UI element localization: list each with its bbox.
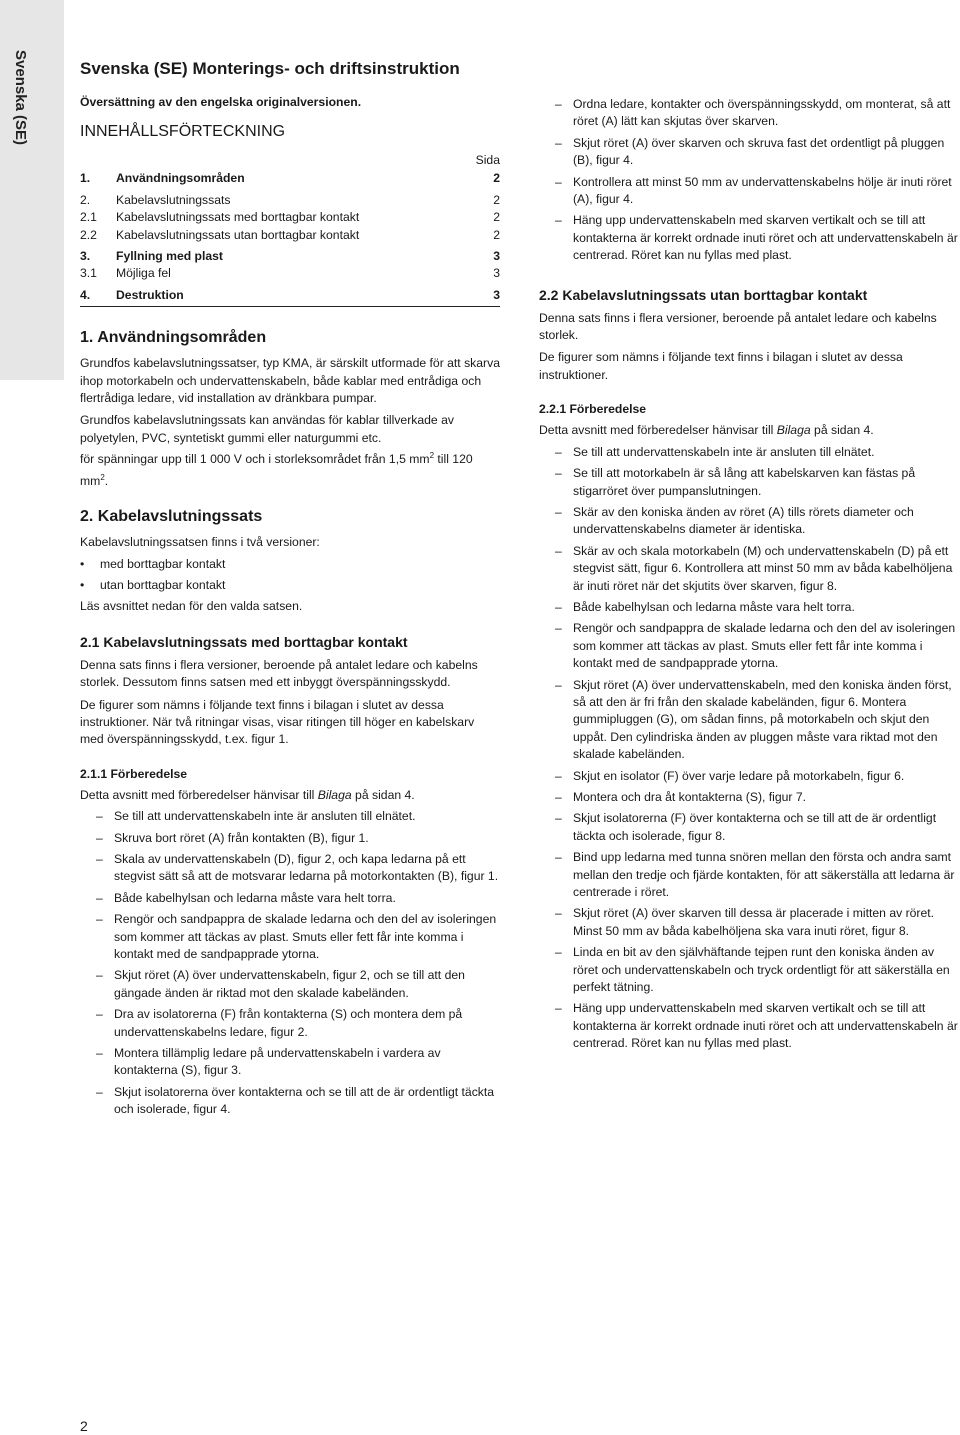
toc-row-label: Användningsområden — [116, 171, 245, 186]
preparation-reference: Detta avsnitt med förberedelser hänvisar till Bilaga på sidan 4. — [80, 787, 415, 802]
left-column — [80, 94, 500, 1123]
toc-page-column-header: Sida — [475, 153, 500, 168]
list-item: • utan borttagbar kontakt — [80, 577, 500, 594]
section-2-1-paragraph: Denna sats finns i flera versioner, beroende på antalet ledare och kabelns storlek. Dessutom finns satsen med ett inbyggt överspänningsskydd. — [80, 657, 478, 690]
toc-row-label: Destruktion — [116, 287, 184, 302]
steps-list — [80, 808, 500, 1119]
header-title: Monterings- och driftsinstruktion — [187, 59, 460, 78]
toc-row-page: 2 — [493, 210, 500, 225]
toc-row-number: 3. — [80, 248, 91, 263]
section-1-heading: 1. Användningsområden — [80, 329, 267, 347]
step-item: – Skär av och skala motorkabeln (M) och undervattenskabeln (D) på ett stegvist sätt, figur 6. Kontrollera att minst 50 mm av båda kabelhöljena är inuti röret när det skjutits över skarven, figur 8. — [539, 543, 959, 595]
step-item: – Kontrollera att minst 50 mm av undervattenskabelns hölje är inuti röret (A), figur 4. — [539, 174, 959, 209]
steps-list — [539, 96, 959, 265]
header-language: Svenska (SE) — [80, 59, 188, 78]
toc-row-number: 1. — [80, 171, 91, 186]
toc-row-page: 3 — [493, 287, 500, 302]
step-item: – Både kabelhylsan och ledarna måste vara helt torra. — [539, 599, 959, 616]
toc-title: INNEHÅLLSFÖRTECKNING — [80, 123, 286, 141]
step-item: – Skjut röret (A) över skarven och skruva fast det ordentligt på pluggen (B), figur 4. — [539, 135, 959, 170]
toc-row-label: Kabelavslutningssats — [116, 192, 231, 207]
step-item: – Se till att motorkabeln är så lång att kabelskarven kan fästas på stigarröret över pumpanslutningen. — [539, 465, 959, 500]
step-item: – Montera och dra åt kontakterna (S), figur 7. — [539, 789, 959, 806]
section-1-paragraph: Grundfos kabelavslutningssatser, typ KMA, är särskilt utformade för att skarva ihop motorkabeln och undervattenskabeln, både kablar med entrådiga och flertrådiga ledare, vid installation av dränkbara pumpar. — [80, 356, 500, 405]
section-1-paragraph: Grundfos kabelavslutningssats kan användas för kablar tillverkade av polyetylen, PVC, syntetiskt gummi eller naturgummi etc. — [80, 413, 454, 445]
right-column — [539, 96, 959, 1057]
side-tab-label: Svenska (SE) — [12, 50, 29, 146]
section-2-intro: Kabelavslutningssatsen finns i två versioner: — [80, 535, 320, 550]
toc-row[interactable] — [80, 209, 500, 226]
section-2-2-paragraph: De figurer som nämns i följande text finns i bilagan i slutet av dessa instruktioner. — [539, 350, 903, 382]
section-1-voltage-paragraph: för spänningar upp till 1 000 V och i storleksområdet från 1,5 $mm^2$ till 120 $mm^2$. — [80, 451, 473, 488]
translation-note: Översättning av den engelska originalversionen. — [80, 95, 362, 109]
section-2-2-paragraph: Denna sats finns i flera versioner, beroende på antalet ledare och kabelns storlek. — [539, 310, 937, 343]
toc-row[interactable] — [80, 170, 500, 187]
toc-row[interactable] — [80, 227, 500, 244]
step-item: – Skjut isolatorerna (F) över kontakterna och se till att de är ordentligt täckta och isolerade, figur 8. — [539, 810, 959, 845]
step-item: – Montera tillämplig ledare på undervattenskabeln i vardera av kontakterna (S), figur 3. — [80, 1045, 500, 1080]
toc-row[interactable] — [80, 248, 500, 265]
step-item: – Se till att undervattenskabeln inte är ansluten till elnätet. — [80, 808, 500, 825]
step-item: – Skär av den koniska änden av röret (A) tills rörets diameter och undervattenskabelns diameter är identiska. — [539, 504, 959, 539]
preparation-reference: Detta avsnitt med förberedelser hänvisar till Bilaga på sidan 4. — [539, 423, 874, 438]
toc-row-page: 2 — [493, 171, 500, 186]
step-item: – Ordna ledare, kontakter och överspänningsskydd, om monterat, så att röret (A) lätt kan skjutas över skarven. — [539, 96, 959, 131]
toc-row-number: 3.1 — [80, 266, 97, 281]
toc-row-number: 4. — [80, 287, 91, 302]
toc-row-label: Fyllning med plast — [116, 248, 223, 263]
step-item: – Skjut röret (A) över skarven till dessa är placerade i mitten av röret. Minst 50 mm av båda kabelhöljena ska vara inuti röret, figur 8. — [539, 905, 959, 940]
toc-row[interactable] — [80, 192, 500, 209]
toc-row-number: 2. — [80, 192, 91, 207]
steps-list — [539, 444, 959, 1053]
step-item: – Häng upp undervattenskabeln med skarven vertikalt och se till att kontakterna är korrekt ordnade inuti röret och att undervattenskabeln är centrerad. Röret kan nu fyllas med plast. — [539, 212, 959, 264]
step-item: – Skjut en isolator (F) över varje ledare på motorkabeln, figur 6. — [539, 768, 959, 785]
section-2-2-heading: 2.2 Kabelavslutningssats utan borttagbar kontakt — [539, 286, 868, 303]
section-2-2-1-heading: 2.2.1 Förberedelse — [539, 402, 647, 417]
section-2-heading: 2. Kabelavslutningssats — [80, 508, 263, 526]
step-item: – Skjut röret (A) över undervattenskabeln, figur 2, och se till att den gängade änden är riktad mot den skalade kabeländen. — [80, 967, 500, 1002]
document-header — [80, 59, 460, 79]
toc-row-label: Kabelavslutningssats utan borttagbar kontakt — [116, 227, 360, 242]
step-item: – Skjut isolatorerna över kontakterna och se till att de är ordentligt täckta och isolerade, figur 4. — [80, 1084, 500, 1119]
step-item: – Rengör och sandpappra de skalade ledarna och den del av isoleringen som kommer att täckas av plast. Smuts eller fett får inte komma i kontakt med de sandpapprade ytorna. — [539, 620, 959, 672]
toc-row-page: 2 — [493, 227, 500, 242]
toc-row-page: 2 — [493, 192, 500, 207]
step-item: – Se till att undervattenskabeln inte är ansluten till elnätet. — [539, 444, 959, 461]
toc-row-label: Kabelavslutningssats med borttagbar kontakt — [116, 210, 360, 225]
toc-row-page: 3 — [493, 248, 500, 263]
step-item: – Bind upp ledarna med tunna snören mellan den första och andra samt mellan den tredje och fjärde kontakten, för att säkerställa att ledarna är centrerade i röret. — [539, 849, 959, 901]
toc-row[interactable] — [80, 287, 500, 307]
section-2-1-1-heading: 2.1.1 Förberedelse — [80, 766, 188, 781]
section-2-outro: Läs avsnittet nedan för den valda satsen. — [80, 599, 303, 614]
step-item: – Dra av isolatorerna (F) från kontakterna (S) och montera dem på undervattenskabelns ledare, figur 2. — [80, 1006, 500, 1041]
step-item: – Skjut röret (A) över undervattenskabeln, med den koniska änden först, så att den är fri från den skalade kabeländen, figur 6. Montera gummipluggen (G), om sådan finns, på motorkabeln och skjut den uppåt. Den cylindriska änden av pluggen måste vara riktad mot den skalade kabeländen. — [539, 677, 959, 764]
step-item: – Häng upp undervattenskabeln med skarven vertikalt och se till att kontakterna är korrekt ordnade inuti röret och att undervattenskabeln är centrerad. Röret kan nu fyllas med plast. — [539, 1000, 959, 1052]
section-2-1-heading: 2.1 Kabelavslutningssats med borttagbar kontakt — [80, 633, 408, 650]
step-item: – Linda en bit av den självhäftande tejpen runt den koniska änden av röret och undervattenskabeln och tryck ordentligt för att säkerställa en perfekt tätning. — [539, 944, 959, 996]
step-item: – Skala av undervattenskabeln (D), figur 2, och kapa ledarna på ett stegvist sätt så att de motsvarar ledarna på motorkontakten (B), figur 1. — [80, 851, 500, 886]
language-side-tab — [0, 0, 64, 380]
version-list — [80, 556, 500, 595]
toc-row[interactable] — [80, 265, 500, 282]
toc-row-number: 2.2 — [80, 227, 97, 242]
toc-row-number: 2.1 — [80, 210, 97, 225]
toc-row-page: 3 — [493, 266, 500, 281]
page-number: 2 — [80, 1418, 88, 1434]
table-of-contents — [80, 153, 500, 307]
step-item: – Skruva bort röret (A) från kontakten (B), figur 1. — [80, 830, 500, 847]
section-2-1-paragraph: De figurer som nämns i följande text finns i bilagan i slutet av dessa instruktioner. När två ritningar visas, visar ritingen till höger en kabelskarv med överspänningsskydd, t.ex. figur 1. — [80, 697, 475, 747]
step-item: – Rengör och sandpappra de skalade ledarna och den del av isoleringen som kommer att täckas av plast. Smuts eller fett får inte komma i kontakt med de sandpapprade ytorna. — [80, 911, 500, 963]
toc-row-label: Möjliga fel — [116, 266, 171, 281]
step-item: – Både kabelhylsan och ledarna måste vara helt torra. — [80, 890, 500, 907]
list-item: • med borttagbar kontakt — [80, 556, 500, 573]
